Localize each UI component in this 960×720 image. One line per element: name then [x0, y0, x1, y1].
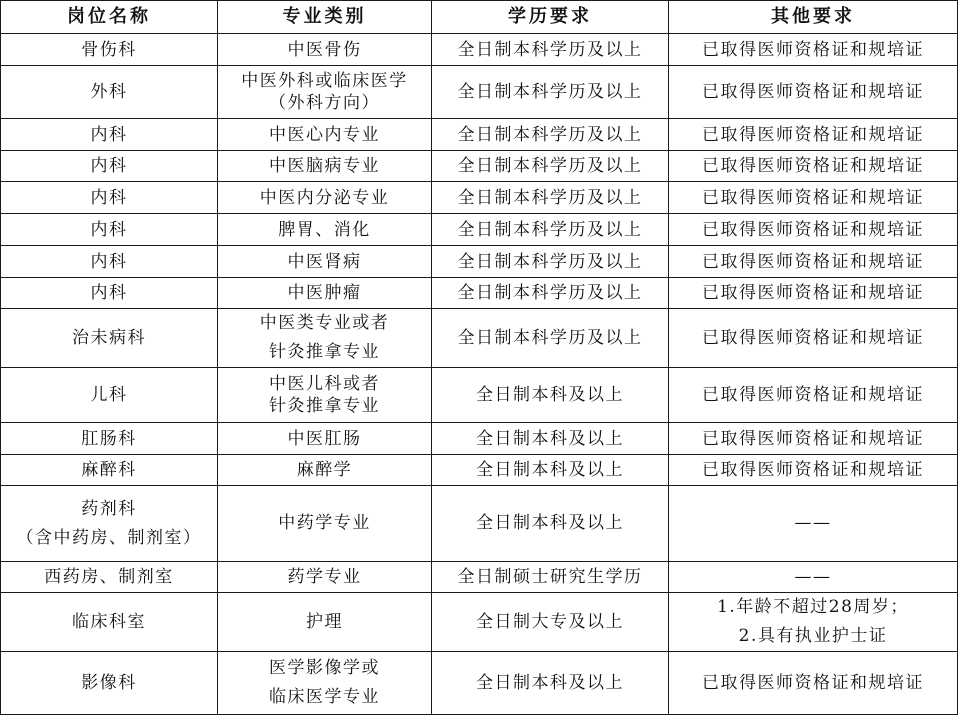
table-row [1, 423, 958, 455]
cell-text-line: 外科 [90, 82, 128, 102]
table-row [1, 151, 958, 182]
cell-education [432, 34, 669, 66]
cell-text-line: 全日制本科及以上 [476, 428, 624, 449]
cell-major [218, 309, 432, 368]
cell-text-line: 已取得医师资格证和规培证 [702, 428, 924, 449]
cell-other [669, 593, 958, 652]
cell-education [432, 368, 669, 423]
cell-text-line: 全日制本科学历及以上 [457, 187, 643, 208]
cell-text-line: 西药房、制剂室 [44, 567, 174, 587]
cell-other [669, 119, 958, 151]
cell-position [1, 34, 218, 66]
cell-text-line: （外科方向） [269, 93, 380, 113]
cell-education [432, 66, 669, 119]
cell-text-line: 医学影像学或 [269, 658, 380, 678]
cell-position [1, 214, 218, 246]
cell-education [432, 151, 669, 182]
table-body [1, 34, 958, 715]
table-row [1, 455, 958, 486]
cell-text-line: 儿科 [90, 385, 128, 405]
table-row [1, 368, 958, 423]
cell-text-line: （含中药房、制剂室） [16, 527, 202, 548]
cell-text-line: 麻醉学 [296, 460, 353, 480]
cell-text-line: 中医肾病 [287, 251, 362, 272]
cell-education [432, 593, 669, 652]
table-row [1, 652, 958, 715]
cell-other [669, 278, 958, 309]
cell-text-line: 已取得医师资格证和规培证 [702, 187, 924, 208]
cell-major [218, 66, 432, 119]
cell-text-line: 内科 [90, 187, 128, 208]
cell-major [218, 278, 432, 309]
cell-education [432, 455, 669, 486]
header-other: 其他要求 [669, 1, 958, 34]
cell-text-line: 针灸推拿专业 [269, 342, 380, 362]
header-position: 岗位名称 [1, 1, 218, 34]
cell-education [432, 246, 669, 278]
cell-other [669, 182, 958, 214]
cell-text-line: 中药学专业 [278, 513, 371, 533]
cell-position [1, 246, 218, 278]
cell-text-line: 肛肠科 [81, 428, 137, 449]
cell-text-line: 中医外科或临床医学 [241, 71, 408, 91]
cell-other [669, 34, 958, 66]
cell-text-line: 内科 [90, 156, 128, 176]
table-row [1, 214, 958, 246]
header-row [1, 1, 958, 34]
cell-other [669, 562, 958, 593]
cell-major [218, 34, 432, 66]
cell-text-line: 全日制本科学历及以上 [457, 82, 643, 102]
cell-education [432, 214, 669, 246]
cell-education [432, 182, 669, 214]
cell-text-line: 1.年龄不超过28周岁； [717, 597, 909, 617]
cell-text-line: 中医内分泌专业 [259, 187, 390, 208]
cell-text-line: —— [794, 567, 832, 587]
table-row [1, 309, 958, 368]
cell-major [218, 562, 432, 593]
cell-text-line: 麻醉科 [81, 460, 137, 480]
cell-text-line: 脾胃、消化 [278, 219, 371, 240]
cell-position [1, 455, 218, 486]
cell-text-line: 已取得医师资格证和规培证 [702, 460, 924, 480]
cell-position [1, 151, 218, 182]
cell-text-line: 全日制本科学历及以上 [457, 328, 643, 348]
cell-text-line: 临床医学专业 [269, 687, 380, 707]
cell-text-line: 已取得医师资格证和规培证 [702, 39, 924, 60]
cell-position [1, 486, 218, 562]
cell-other [669, 368, 958, 423]
cell-text-line: 全日制本科学历及以上 [457, 251, 643, 272]
cell-position [1, 368, 218, 423]
cell-education [432, 486, 669, 562]
cell-text-line: 全日制本科及以上 [476, 513, 624, 533]
cell-text-line: 已取得医师资格证和规培证 [702, 82, 924, 102]
cell-education [432, 309, 669, 368]
table-row [1, 182, 958, 214]
cell-text-line: 已取得医师资格证和规培证 [702, 672, 924, 693]
cell-text-line: 临床科室 [72, 612, 146, 632]
cell-position [1, 562, 218, 593]
cell-position [1, 66, 218, 119]
cell-text-line: 全日制本科学历及以上 [457, 124, 643, 145]
cell-text-line: 全日制本科学历及以上 [457, 219, 643, 240]
cell-text-line: 中医肿瘤 [287, 283, 362, 303]
cell-major [218, 593, 432, 652]
table-row [1, 34, 958, 66]
cell-text-line: 药剂科 [81, 498, 137, 519]
cell-other [669, 423, 958, 455]
cell-major [218, 423, 432, 455]
header-education: 学历要求 [432, 1, 669, 34]
cell-other [669, 652, 958, 715]
cell-text-line: 内科 [90, 124, 128, 145]
cell-major [218, 214, 432, 246]
cell-text-line: 中医心内专业 [269, 124, 380, 145]
cell-major [218, 182, 432, 214]
cell-major [218, 486, 432, 562]
cell-text-line: 已取得医师资格证和规培证 [702, 283, 924, 303]
cell-text-line: 全日制本科及以上 [476, 385, 624, 405]
cell-position [1, 423, 218, 455]
cell-major [218, 151, 432, 182]
cell-position [1, 652, 218, 715]
cell-text-line: —— [794, 513, 832, 533]
cell-text-line: 全日制本科及以上 [476, 460, 624, 480]
cell-other [669, 151, 958, 182]
table-row [1, 119, 958, 151]
cell-text-line: 已取得医师资格证和规培证 [702, 156, 924, 176]
cell-education [432, 562, 669, 593]
cell-text-line: 已取得医师资格证和规培证 [702, 124, 924, 145]
cell-text-line: 中医类专业或者 [259, 313, 390, 333]
cell-text-line: 已取得医师资格证和规培证 [702, 385, 924, 405]
cell-education [432, 278, 669, 309]
cell-text-line: 影像科 [81, 672, 137, 693]
cell-major [218, 368, 432, 423]
cell-education [432, 652, 669, 715]
cell-text-line: 中医儿科或者 [269, 374, 380, 394]
cell-other [669, 486, 958, 562]
table-row [1, 246, 958, 278]
cell-text-line: 2.具有执业护士证 [738, 626, 888, 646]
cell-text-line: 药学专业 [287, 567, 362, 587]
cell-other [669, 455, 958, 486]
cell-other [669, 309, 958, 368]
cell-text-line: 全日制大专及以上 [476, 612, 624, 632]
cell-text-line: 中医肛肠 [287, 428, 362, 449]
cell-major [218, 455, 432, 486]
cell-other [669, 214, 958, 246]
table-row [1, 66, 958, 119]
cell-text-line: 已取得医师资格证和规培证 [702, 328, 924, 348]
cell-text-line: 全日制本科及以上 [476, 672, 624, 693]
cell-text-line: 中医脑病专业 [269, 156, 380, 176]
cell-position [1, 182, 218, 214]
table-row [1, 593, 958, 652]
cell-major [218, 119, 432, 151]
cell-text-line: 内科 [90, 219, 128, 240]
cell-text-line: 内科 [90, 251, 128, 272]
cell-position [1, 119, 218, 151]
cell-education [432, 423, 669, 455]
table-row [1, 562, 958, 593]
cell-education [432, 119, 669, 151]
cell-text-line: 中医骨伤 [287, 39, 362, 60]
cell-position [1, 593, 218, 652]
table-row [1, 278, 958, 309]
cell-text-line: 全日制本科学历及以上 [457, 156, 643, 176]
cell-text-line: 骨伤科 [81, 39, 137, 60]
cell-text-line: 全日制硕士研究生学历 [457, 567, 643, 587]
cell-text-line: 治未病科 [72, 328, 146, 348]
cell-text-line: 针灸推拿专业 [269, 396, 380, 416]
cell-text-line: 全日制本科学历及以上 [457, 283, 643, 303]
cell-text-line: 内科 [90, 283, 128, 303]
cell-position [1, 309, 218, 368]
cell-position [1, 278, 218, 309]
cell-major [218, 246, 432, 278]
cell-major [218, 652, 432, 715]
cell-text-line: 已取得医师资格证和规培证 [702, 219, 924, 240]
cell-text-line: 全日制本科学历及以上 [457, 39, 643, 60]
cell-other [669, 246, 958, 278]
header-major: 专业类别 [218, 1, 432, 34]
cell-other [669, 66, 958, 119]
table-row [1, 486, 958, 562]
cell-text-line: 护理 [306, 612, 343, 632]
cell-text-line: 已取得医师资格证和规培证 [702, 251, 924, 272]
